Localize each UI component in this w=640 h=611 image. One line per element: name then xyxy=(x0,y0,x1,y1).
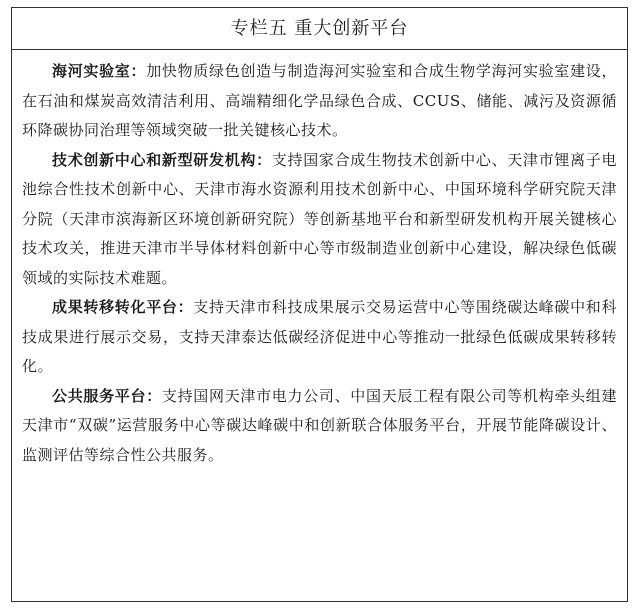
section-text: 支持国网天津市电力公司、中国天辰工程有限公司等机构牵头组建天津市“双碳”运营服务中心等碳达峰碳中和创新联合体服务平台，开展节能降碳设计、监测评估等综合性公共服务。 xyxy=(22,386,617,464)
section-public-service xyxy=(22,382,617,471)
box-title: 专栏五 重大创新平台 xyxy=(12,8,627,50)
section-haihe-lab xyxy=(22,57,617,146)
section-text: 加快物质绿色创造与制造海河实验室和合成生物学海河实验室建设，在石油和煤炭高效清洁利用、高端精细化学品绿色合成、CCUS、储能、减污及资源循环降碳协同治理等领域突破一批关键核心技术。 xyxy=(22,62,617,139)
box-content xyxy=(12,50,627,470)
section-term: 技术创新中心和新型研发机构： xyxy=(52,150,272,169)
section-term: 海河实验室： xyxy=(52,62,147,80)
column-box xyxy=(11,7,628,602)
section-tech-innovation-center xyxy=(22,146,617,294)
section-term: 公共服务平台： xyxy=(52,386,162,405)
section-text: 支持国家合成生物技术创新中心、天津市锂离子电池综合性技术创新中心、天津市海水资源利用技术创新中心、中国环境科学研究院天津分院（天津市滨海新区环境创新研究院）等创新基地平台和新型研发机构开展关键核心技术攻关，推进天津市半导体材料创新中心等市级制造业创新中心建设，解决绿色低碳领域的实际技术难题。 xyxy=(22,150,617,287)
section-term: 成果转移转化平台： xyxy=(52,298,194,316)
section-achievement-transfer xyxy=(22,293,617,382)
section-text: 支持天津市科技成果展示交易运营中心等围绕碳达峰碳中和科技成果进行展示交易，支持天津泰达低碳经济促进中心等推动一批绿色低碳成果转移转化。 xyxy=(22,298,617,375)
